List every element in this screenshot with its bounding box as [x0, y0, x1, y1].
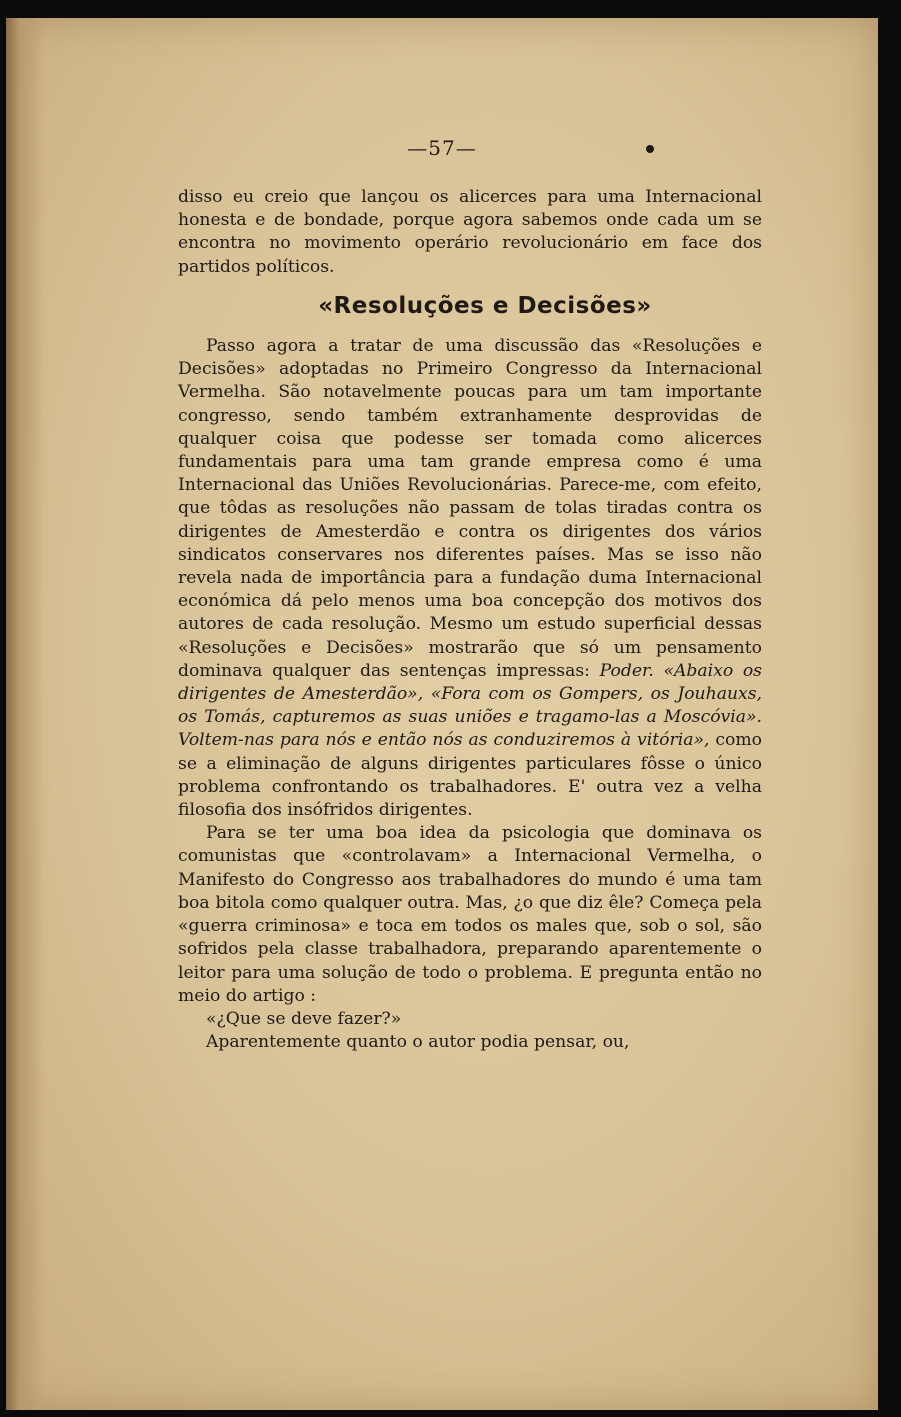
paragraph-resolutions-tail: como se a eliminação de alguns dirigentes particulares fôsse o único problema confrontando os trabalhadores. E' outra vez a velha filosofia dos insófridos dirigentes.: [178, 730, 762, 821]
ink-dot: [646, 145, 654, 153]
book-page: [6, 18, 878, 1410]
page-number: —57—: [407, 136, 477, 160]
body-text: [178, 186, 762, 1054]
page-binding-edge: [6, 18, 44, 1410]
paragraph-resolutions-lead: Passo agora a tratar de uma discussão das «Resoluções e Decisões» adoptadas no Primeiro Congresso da Internacional Vermelha. São notavelmente poucas para um tam importante congresso, sendo também extranhamente desprovidas de qualquer coisa que podesse ser tomada como alicerces fundamentais para uma tam grande empresa como é uma Internacional das Uniões Revolucionárias. Parece-me, com efeito, que tôdas as resoluções não passam de tolas tiradas contra os dirigentes de Amesterdão e contra os dirigentes dos vários sindicatos conservares nos diferentes países. Mas se isso não revela nada de importância para a fundação duma Internacional económica dá pelo menos uma boa concepção dos motivos dos autores de cada resolução. Mesmo um estudo superficial dessas «Resoluções e Decisões» mostrarão que só um pensamento dominava qualquer das sentenças impressas:: [178, 336, 762, 681]
paragraph-continuation: Aparentemente quanto o autor podia pensar, ou,: [206, 1032, 630, 1053]
paragraph-psychology: Para se ter uma boa idea da psicologia que dominava os comunistas que «controlavam» a Internacional Vermelha, o Manifesto do Congresso aos trabalhadores do mundo é uma tam boa bitola como qualquer outra. Mas, ¿o que diz êle? Começa pela «guerra criminosa» e toca em todos os males que, sob o sol, são sofridos pela classe trabalhadora, preparando aparentemente o leitor para uma solução de todo o problema. E pregunta então no meio do artigo :: [178, 823, 762, 1006]
paragraph-intro: disso eu creio que lançou os alicerces para uma Internacional honesta e de bondade, porque agora sabemos onde cada um se encontra no movimento operário revolucionário em face dos partidos políticos.: [178, 187, 762, 277]
paragraph-resolutions: [178, 335, 762, 822]
paragraph-resolutions-italic: Poder. «Abaixo os dirigentes de Amesterdão», «Fora com os Gompers, os Jouhauxs, os Tomás, capturemos as suas uniões e tragamo-las a Moscóvia». Voltem-nas para nós e então nós as conduziremos à vitória»,: [178, 660, 762, 751]
paragraph-question: «¿Que se deve fazer?»: [206, 1008, 402, 1029]
section-heading: «Resoluções e Decisões»: [318, 292, 652, 319]
